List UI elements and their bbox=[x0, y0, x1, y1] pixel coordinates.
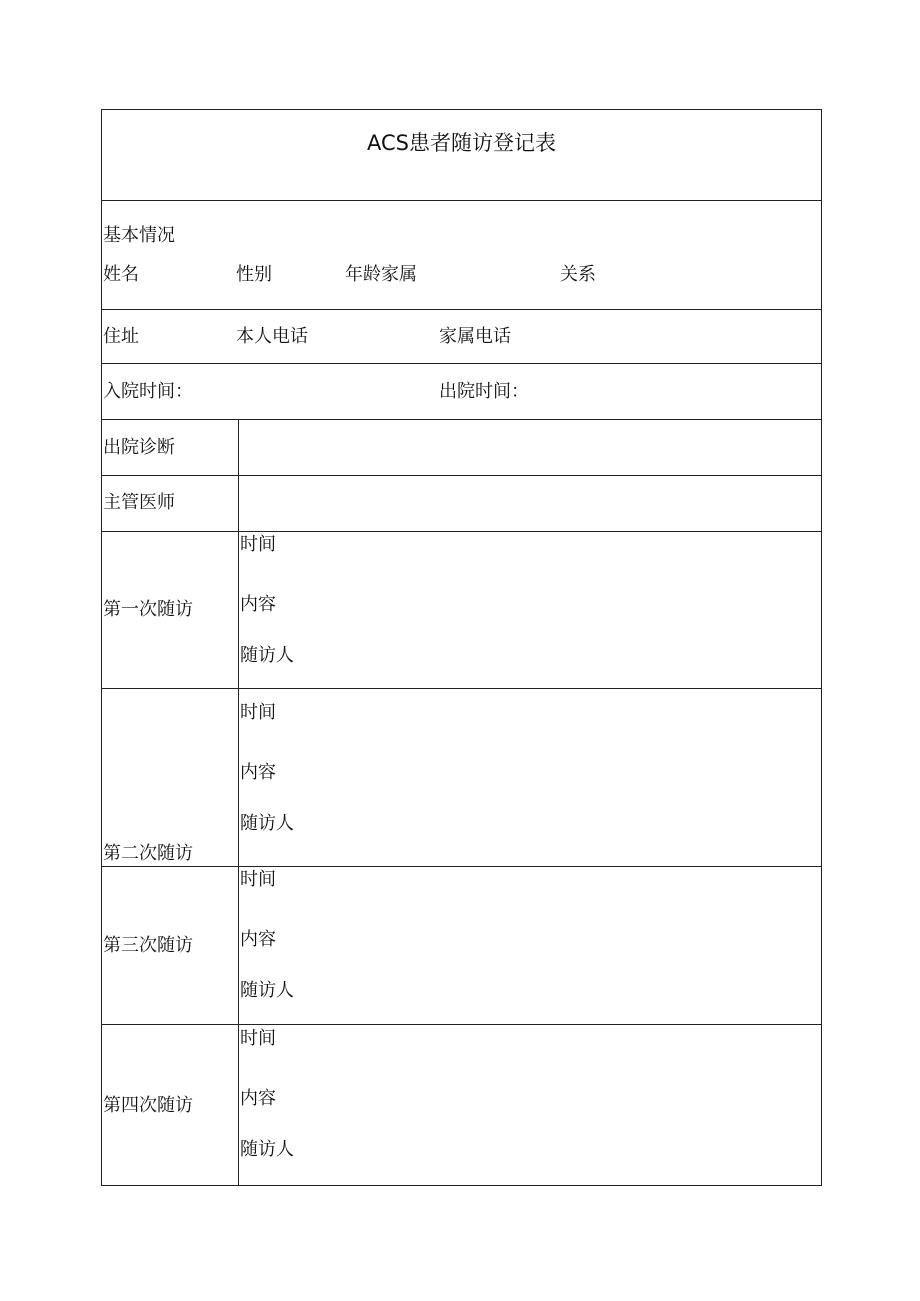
attending-doctor-label: 主管医师 bbox=[103, 492, 175, 513]
row-divider bbox=[102, 866, 821, 867]
age-family-label: 年龄家属 bbox=[345, 264, 417, 285]
followup-3-content-label: 内容 bbox=[240, 929, 276, 950]
followup-2-content-label: 内容 bbox=[240, 762, 276, 783]
followup-1-label: 第一次随访 bbox=[103, 599, 193, 620]
row-divider bbox=[102, 309, 821, 310]
followup-2-time-label: 时间 bbox=[240, 702, 276, 723]
followup-2-label: 第二次随访 bbox=[103, 843, 193, 864]
discharge-diagnosis-label: 出院诊断 bbox=[103, 437, 175, 458]
row-divider bbox=[102, 363, 821, 364]
row-divider bbox=[102, 688, 821, 689]
gender-label: 性别 bbox=[236, 264, 272, 285]
followup-2-visitor-label: 随访人 bbox=[240, 813, 294, 834]
family-phone-label: 家属电话 bbox=[439, 326, 511, 347]
followup-3-visitor-label: 随访人 bbox=[240, 980, 294, 1001]
basic-info-label: 基本情况 bbox=[103, 225, 175, 246]
name-label: 姓名 bbox=[103, 264, 139, 285]
row-divider bbox=[102, 200, 821, 201]
row-divider bbox=[102, 531, 821, 532]
row-divider bbox=[102, 1024, 821, 1025]
followup-1-visitor-label: 随访人 bbox=[240, 645, 294, 666]
followup-3-label: 第三次随访 bbox=[103, 935, 193, 956]
followup-4-label: 第四次随访 bbox=[103, 1095, 193, 1116]
followup-4-time-label: 时间 bbox=[240, 1028, 276, 1049]
admission-time-label: 入院时间： bbox=[103, 381, 193, 402]
discharge-time-label: 出院时间： bbox=[439, 381, 529, 402]
followup-4-content-label: 内容 bbox=[240, 1088, 276, 1109]
column-divider bbox=[238, 419, 239, 1185]
relation-label: 关系 bbox=[560, 264, 596, 285]
followup-3-time-label: 时间 bbox=[240, 869, 276, 890]
followup-1-time-label: 时间 bbox=[240, 534, 276, 555]
row-divider bbox=[102, 475, 821, 476]
followup-registration-form bbox=[101, 109, 822, 1186]
self-phone-label: 本人电话 bbox=[236, 326, 308, 347]
row-divider bbox=[102, 419, 821, 420]
address-label: 住址 bbox=[103, 326, 139, 347]
followup-1-content-label: 内容 bbox=[240, 594, 276, 615]
form-title: ACS患者随访登记表 bbox=[367, 131, 556, 155]
followup-4-visitor-label: 随访人 bbox=[240, 1139, 294, 1160]
